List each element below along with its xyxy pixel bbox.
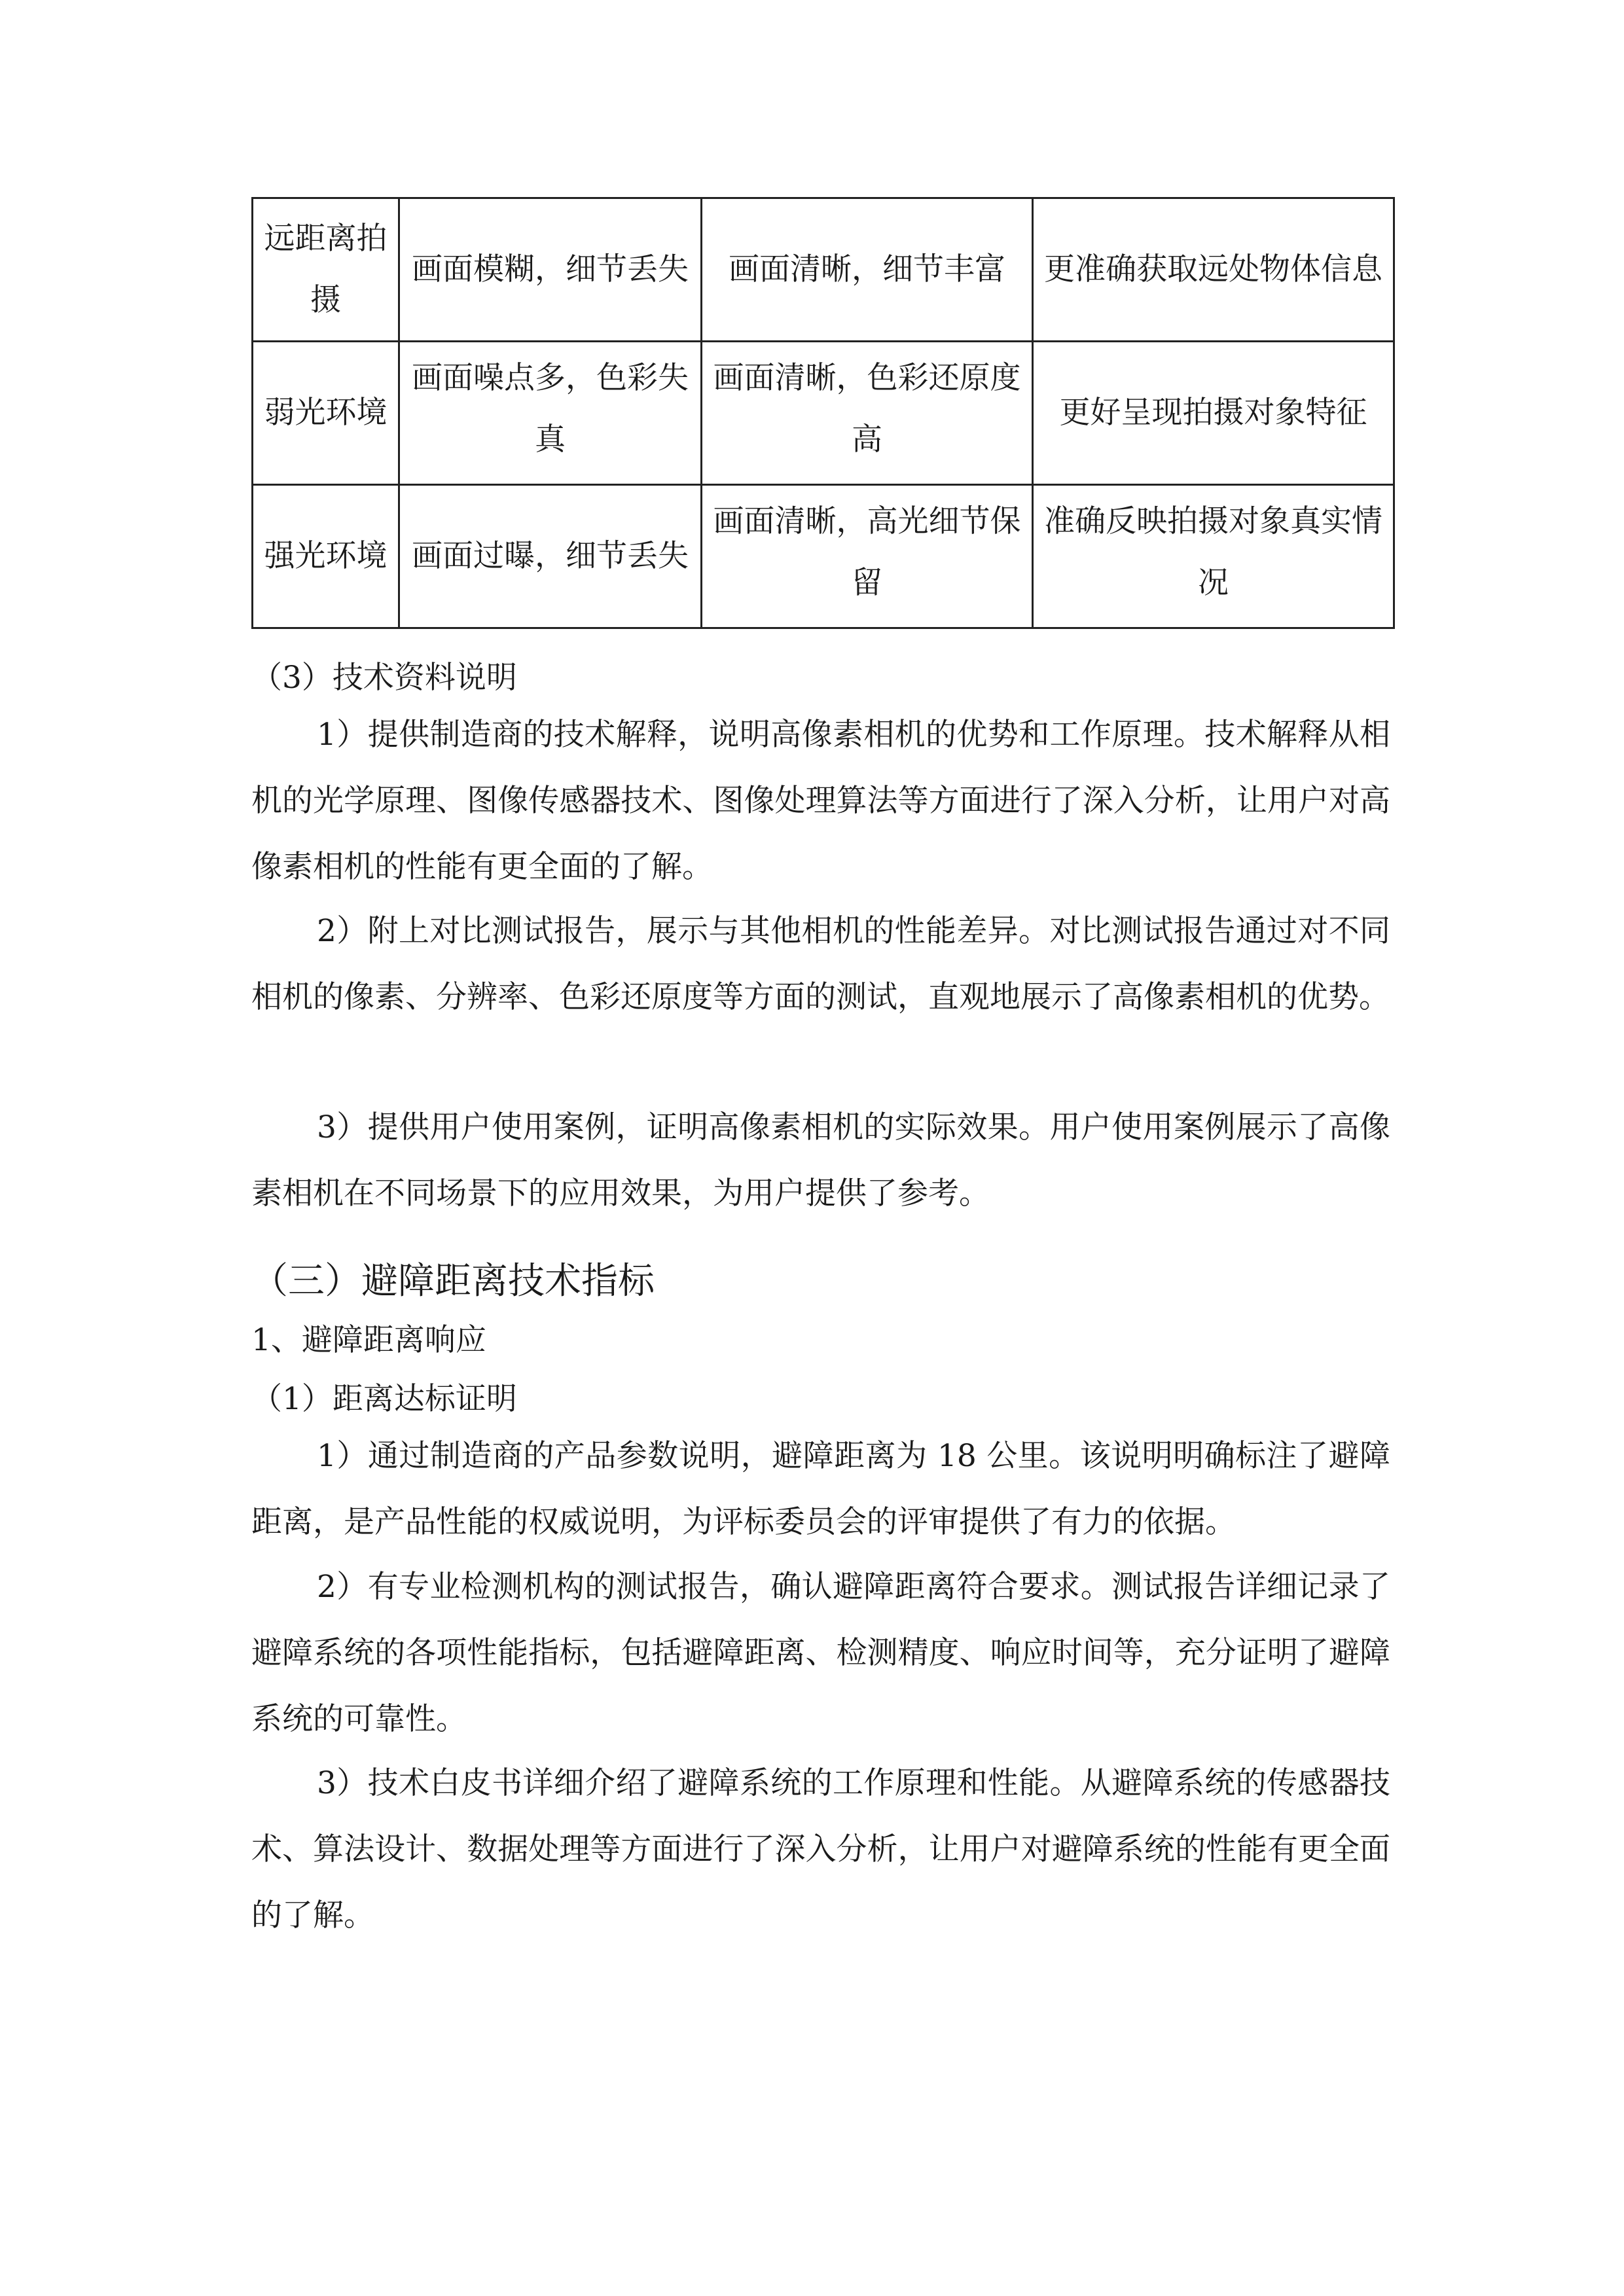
table-cell: 画面清晰，色彩还原度高	[702, 342, 1033, 485]
table-cell: 画面清晰，细节丰富	[702, 198, 1033, 342]
paragraph: 3）提供用户使用案例，证明高像素相机的实际效果。用户使用案例展示了高像素相机在不同场景下的应用效果，为用户提供了参考。	[251, 1109, 1390, 1211]
subsection-heading: （1）距离达标证明	[251, 1381, 517, 1417]
paragraph: 2）附上对比测试报告，展示与其他相机的性能差异。对比测试报告通过对不同相机的像素、分辨率、色彩还原度等方面的测试，直观地展示了高像素相机的优势。	[251, 913, 1390, 1015]
paragraph: 3）技术白皮书详细介绍了避障系统的工作原理和性能。从避障系统的传感器技术、算法设计、数据处理等方面进行了深入分析，让用户对避障系统的性能有更全面的了解。	[251, 1765, 1390, 1933]
paragraph: 2）有专业检测机构的测试报告，确认避障距离符合要求。测试报告详细记录了避障系统的各项性能指标，包括避障距离、检测精度、响应时间等，充分证明了避障系统的可靠性。	[251, 1569, 1390, 1737]
table-row	[253, 342, 1394, 485]
table-cell: 远距离拍摄	[253, 198, 399, 342]
section-heading: （三）避障距离技术指标	[251, 1260, 655, 1302]
subsection-heading: （3）技术资料说明	[251, 660, 517, 696]
table-cell: 画面噪点多，色彩失真	[399, 342, 702, 485]
table-cell: 更好呈现拍摄对象特征	[1033, 342, 1394, 485]
paragraph: 1）提供制造商的技术解释，说明高像素相机的优势和工作原理。技术解释从相机的光学原理、图像传感器技术、图像处理算法等方面进行了深入分析，让用户对高像素相机的性能有更全面的了解。	[251, 717, 1390, 885]
table-cell: 画面过曝，细节丢失	[399, 485, 702, 628]
comparison-table	[251, 197, 1395, 629]
table-row	[253, 485, 1394, 628]
table-cell: 画面清晰，高光细节保留	[702, 485, 1033, 628]
paragraph: 1）通过制造商的产品参数说明，避障距离为 18 公里。该说明明确标注了避障距离，是产品性能的权威说明，为评标委员会的评审提供了有力的依据。	[251, 1438, 1390, 1540]
table-cell: 强光环境	[253, 485, 399, 628]
table-cell: 弱光环境	[253, 342, 399, 485]
table-row	[253, 198, 1394, 342]
table-cell: 准确反映拍摄对象真实情况	[1033, 485, 1394, 628]
table-cell: 更准确获取远处物体信息	[1033, 198, 1394, 342]
table-cell: 画面模糊，细节丢失	[399, 198, 702, 342]
subsection-heading: 1、避障距离响应	[251, 1322, 486, 1358]
